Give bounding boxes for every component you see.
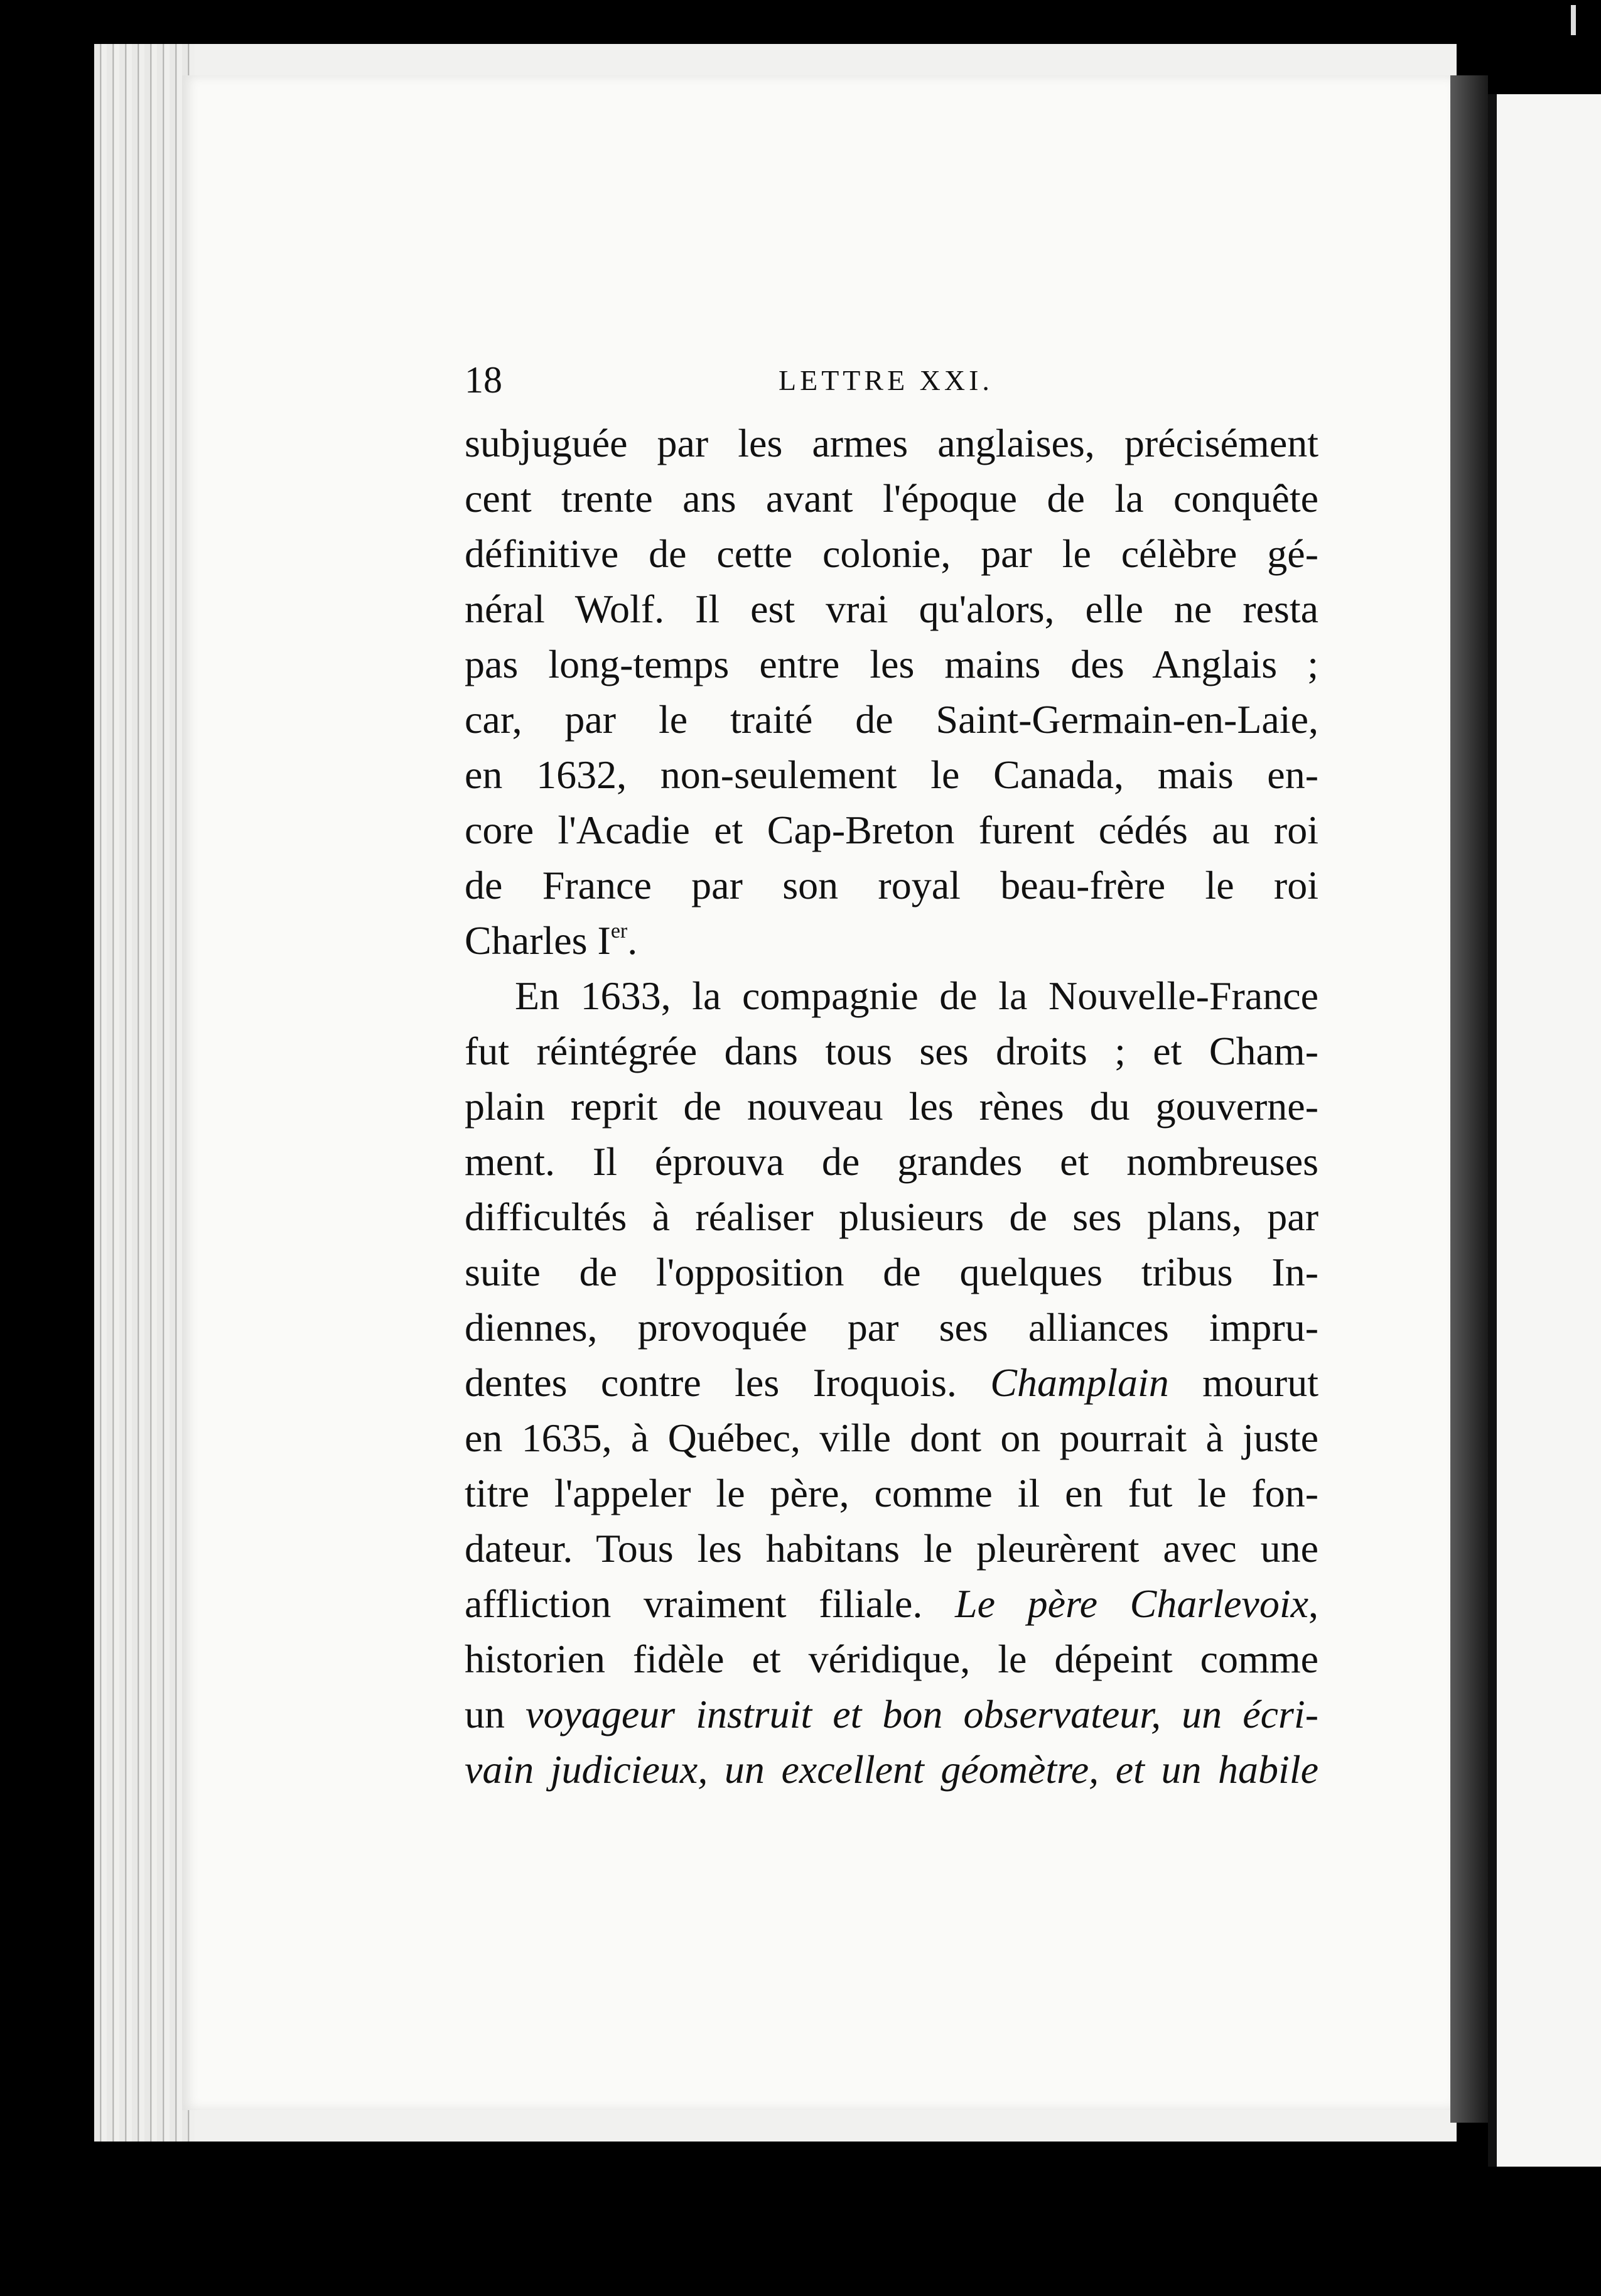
scan-mark [1571,5,1576,35]
italic-quote: voyageur instruit et bon observateur, un écri- [526,1692,1319,1736]
text-line: subjuguée par les armes anglaises, précisément [465,421,1318,465]
text-line: titre l'appeler le père, comme il en fut le fon- [465,1471,1318,1515]
text-line: cent trente ans avant l'époque de la conquête [465,476,1318,521]
text-line [465,1355,1318,1411]
gutter-shadow [1450,75,1488,2123]
italic-quote: vain judicieux, un excellent géomètre, et un habile [465,1747,1318,1792]
text-fragment: , [1308,1581,1319,1626]
text-line: en 1635, à Québec, ville dont on pourrait à juste [465,1416,1318,1460]
text-line: fut réintégrée dans tous ses droits ; et Cham- [465,1029,1318,1073]
page-edges [94,44,195,2142]
text-line [465,1742,1318,1797]
text-fragment: un [465,1692,526,1736]
running-title: LETTRE XXI. [779,364,993,396]
text-line: historien fidèle et véridique, le dépeint comme [465,1637,1318,1681]
page-number: 18 [465,359,502,401]
text-line: core l'Acadie et Cap-Breton furent cédés au roi [465,808,1318,852]
superscript: er [610,919,628,943]
text-fragment: . [627,918,638,963]
text-line [465,1576,1318,1632]
text-line: en 1632, non-seulement le Canada, mais en- [465,752,1318,797]
text-fragment: mourut [1168,1360,1319,1405]
text-line: suite de l'opposition de quelques tribus In- [465,1250,1318,1294]
text-fragment: dentes contre les Iroquois. [465,1360,991,1405]
italic-name: Le père Charlevoix [955,1581,1309,1626]
text-line: difficultés à réaliser plusieurs de ses plans, par [465,1194,1318,1239]
text-block [465,358,1318,1797]
paragraph-1 [465,416,1318,968]
text-line: plain reprit de nouveau les rènes du gouverne- [465,1084,1318,1129]
facing-page [1488,94,1601,2167]
text-line: ment. Il éprouva de grandes et nombreuses [465,1139,1318,1184]
text-line: néral Wolf. Il est vrai qu'alors, elle ne resta [465,587,1318,631]
text-line: diennes, provoquée par ses alliances impru- [465,1305,1318,1350]
text-fragment: affliction vraiment filiale. [465,1581,956,1626]
text-line: définitive de cette colonie, par le célèbre gé- [465,531,1318,576]
text-line [465,1687,1318,1742]
paragraph-2 [465,968,1318,1797]
text-line: car, par le traité de Saint-Germain-en-Laie, [465,697,1318,742]
text-line [465,913,1318,968]
italic-name: Champlain [990,1360,1169,1405]
text-fragment: Charles I [465,918,611,963]
text-line: En 1633, la compagnie de la Nouvelle-France [515,973,1318,1018]
text-line: de France par son royal beau-frère le roi [465,863,1318,907]
text-line: dateur. Tous les habitans le pleurèrent avec une [465,1526,1318,1571]
running-head [465,358,1318,402]
text-line: pas long-temps entre les mains des Anglais ; [465,642,1318,686]
